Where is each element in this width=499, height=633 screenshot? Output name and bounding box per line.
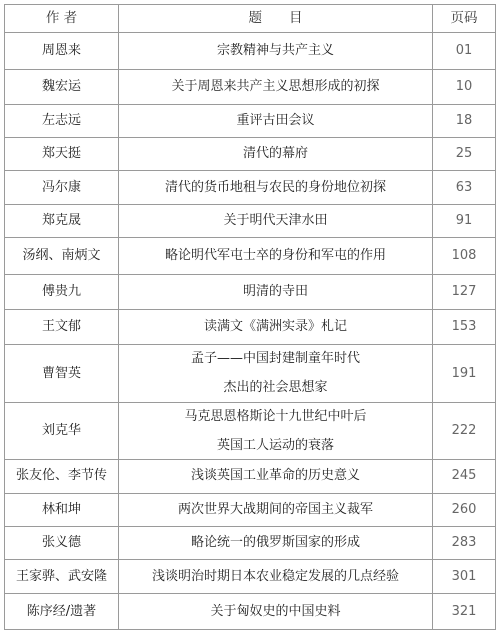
author-cell: 曹智英 [5,345,119,403]
page-number-cell: 321 [433,594,496,630]
title-line: 宗教精神与共产主义 [216,42,334,58]
toc-row [5,526,496,559]
page-number-cell: 18 [433,104,496,137]
header-title: 题 目 [119,5,433,33]
title-cell [119,69,433,104]
toc-row [5,69,496,104]
author-cell: 冯尔康 [5,171,119,204]
title-line: 清代的货币地租与农民的身份地位初探 [164,179,386,195]
toc-row [5,138,496,171]
title-cell [119,274,433,309]
page-number-cell: 301 [433,560,496,594]
toc-row [5,460,496,493]
title-line: 孟子——中国封建制童年时代 [190,351,360,367]
page-number-cell: 127 [433,274,496,309]
page-number-cell: 153 [433,309,496,344]
toc-body [5,33,496,630]
page-number-cell: 63 [433,171,496,204]
page-number-cell: 245 [433,460,496,493]
toc-row [5,493,496,526]
title-line: 两次世界大战期间的帝国主义裁军 [177,501,373,517]
title-cell [119,460,433,493]
author-cell: 陈序经/遗著 [5,594,119,630]
author-cell: 傅贵九 [5,274,119,309]
title-cell [119,309,433,344]
author-cell: 张友伦、李节传 [5,460,119,493]
page-number-cell: 260 [433,493,496,526]
header-author: 作 者 [5,5,119,33]
author-cell: 郑天挺 [5,138,119,171]
title-line: 马克思恩格斯论十九世纪中叶后 [184,408,367,424]
toc-row [5,560,496,594]
title-cell [119,493,433,526]
title-line: 读满文《满洲实录》札记 [203,319,347,335]
title-cell [119,33,433,70]
title-line: 重评古田会议 [236,112,315,128]
title-line: 浅谈明治时期日本农业稳定发展的几点经验 [151,568,399,584]
author-cell: 王家骅、武安隆 [5,560,119,594]
toc-row [5,309,496,344]
title-cell [119,403,433,460]
title-cell [119,104,433,137]
title-cell [119,138,433,171]
title-cell [119,526,433,559]
toc-row [5,104,496,137]
author-cell: 魏宏运 [5,69,119,104]
title-line: 浅谈英国工业革命的历史意义 [190,468,360,484]
title-line: 清代的幕府 [242,146,308,162]
page-number-cell: 01 [433,33,496,70]
title-line: 明清的寺田 [242,283,308,299]
page-number-cell: 191 [433,345,496,403]
author-cell: 汤纲、南炳文 [5,238,119,275]
page-number-cell: 91 [433,204,496,237]
title-line: 英国工人运动的衰落 [216,437,334,453]
toc-row [5,403,496,460]
title-line: 杰出的社会思想家 [223,380,328,396]
title-cell [119,171,433,204]
title-cell [119,204,433,237]
toc-row [5,171,496,204]
title-cell [119,560,433,594]
title-cell [119,345,433,403]
toc-row [5,33,496,70]
title-line: 略论统一的俄罗斯国家的形成 [190,534,360,550]
author-cell: 林和坤 [5,493,119,526]
author-cell: 周恩来 [5,33,119,70]
page-number-cell: 283 [433,526,496,559]
table-of-contents [4,4,496,630]
title-line: 关于匈奴史的中国史料 [210,603,341,619]
author-cell: 张义德 [5,526,119,559]
title-line: 关于明代天津水田 [223,212,328,228]
author-cell: 刘克华 [5,403,119,460]
page-number-cell: 10 [433,69,496,104]
author-cell: 王文郁 [5,309,119,344]
toc-row [5,594,496,630]
title-line: 关于周恩来共产主义思想形成的初探 [171,78,380,94]
toc-row [5,238,496,275]
header-page: 页码 [433,5,496,33]
title-line: 略论明代军屯士卒的身份和军屯的作用 [164,247,386,263]
page-number-cell: 108 [433,238,496,275]
page-number-cell: 222 [433,403,496,460]
toc-row [5,204,496,237]
toc-row [5,345,496,403]
header-row [5,5,496,33]
title-cell [119,594,433,630]
page-number-cell: 25 [433,138,496,171]
title-cell [119,238,433,275]
author-cell: 左志远 [5,104,119,137]
toc-row [5,274,496,309]
author-cell: 郑克晟 [5,204,119,237]
